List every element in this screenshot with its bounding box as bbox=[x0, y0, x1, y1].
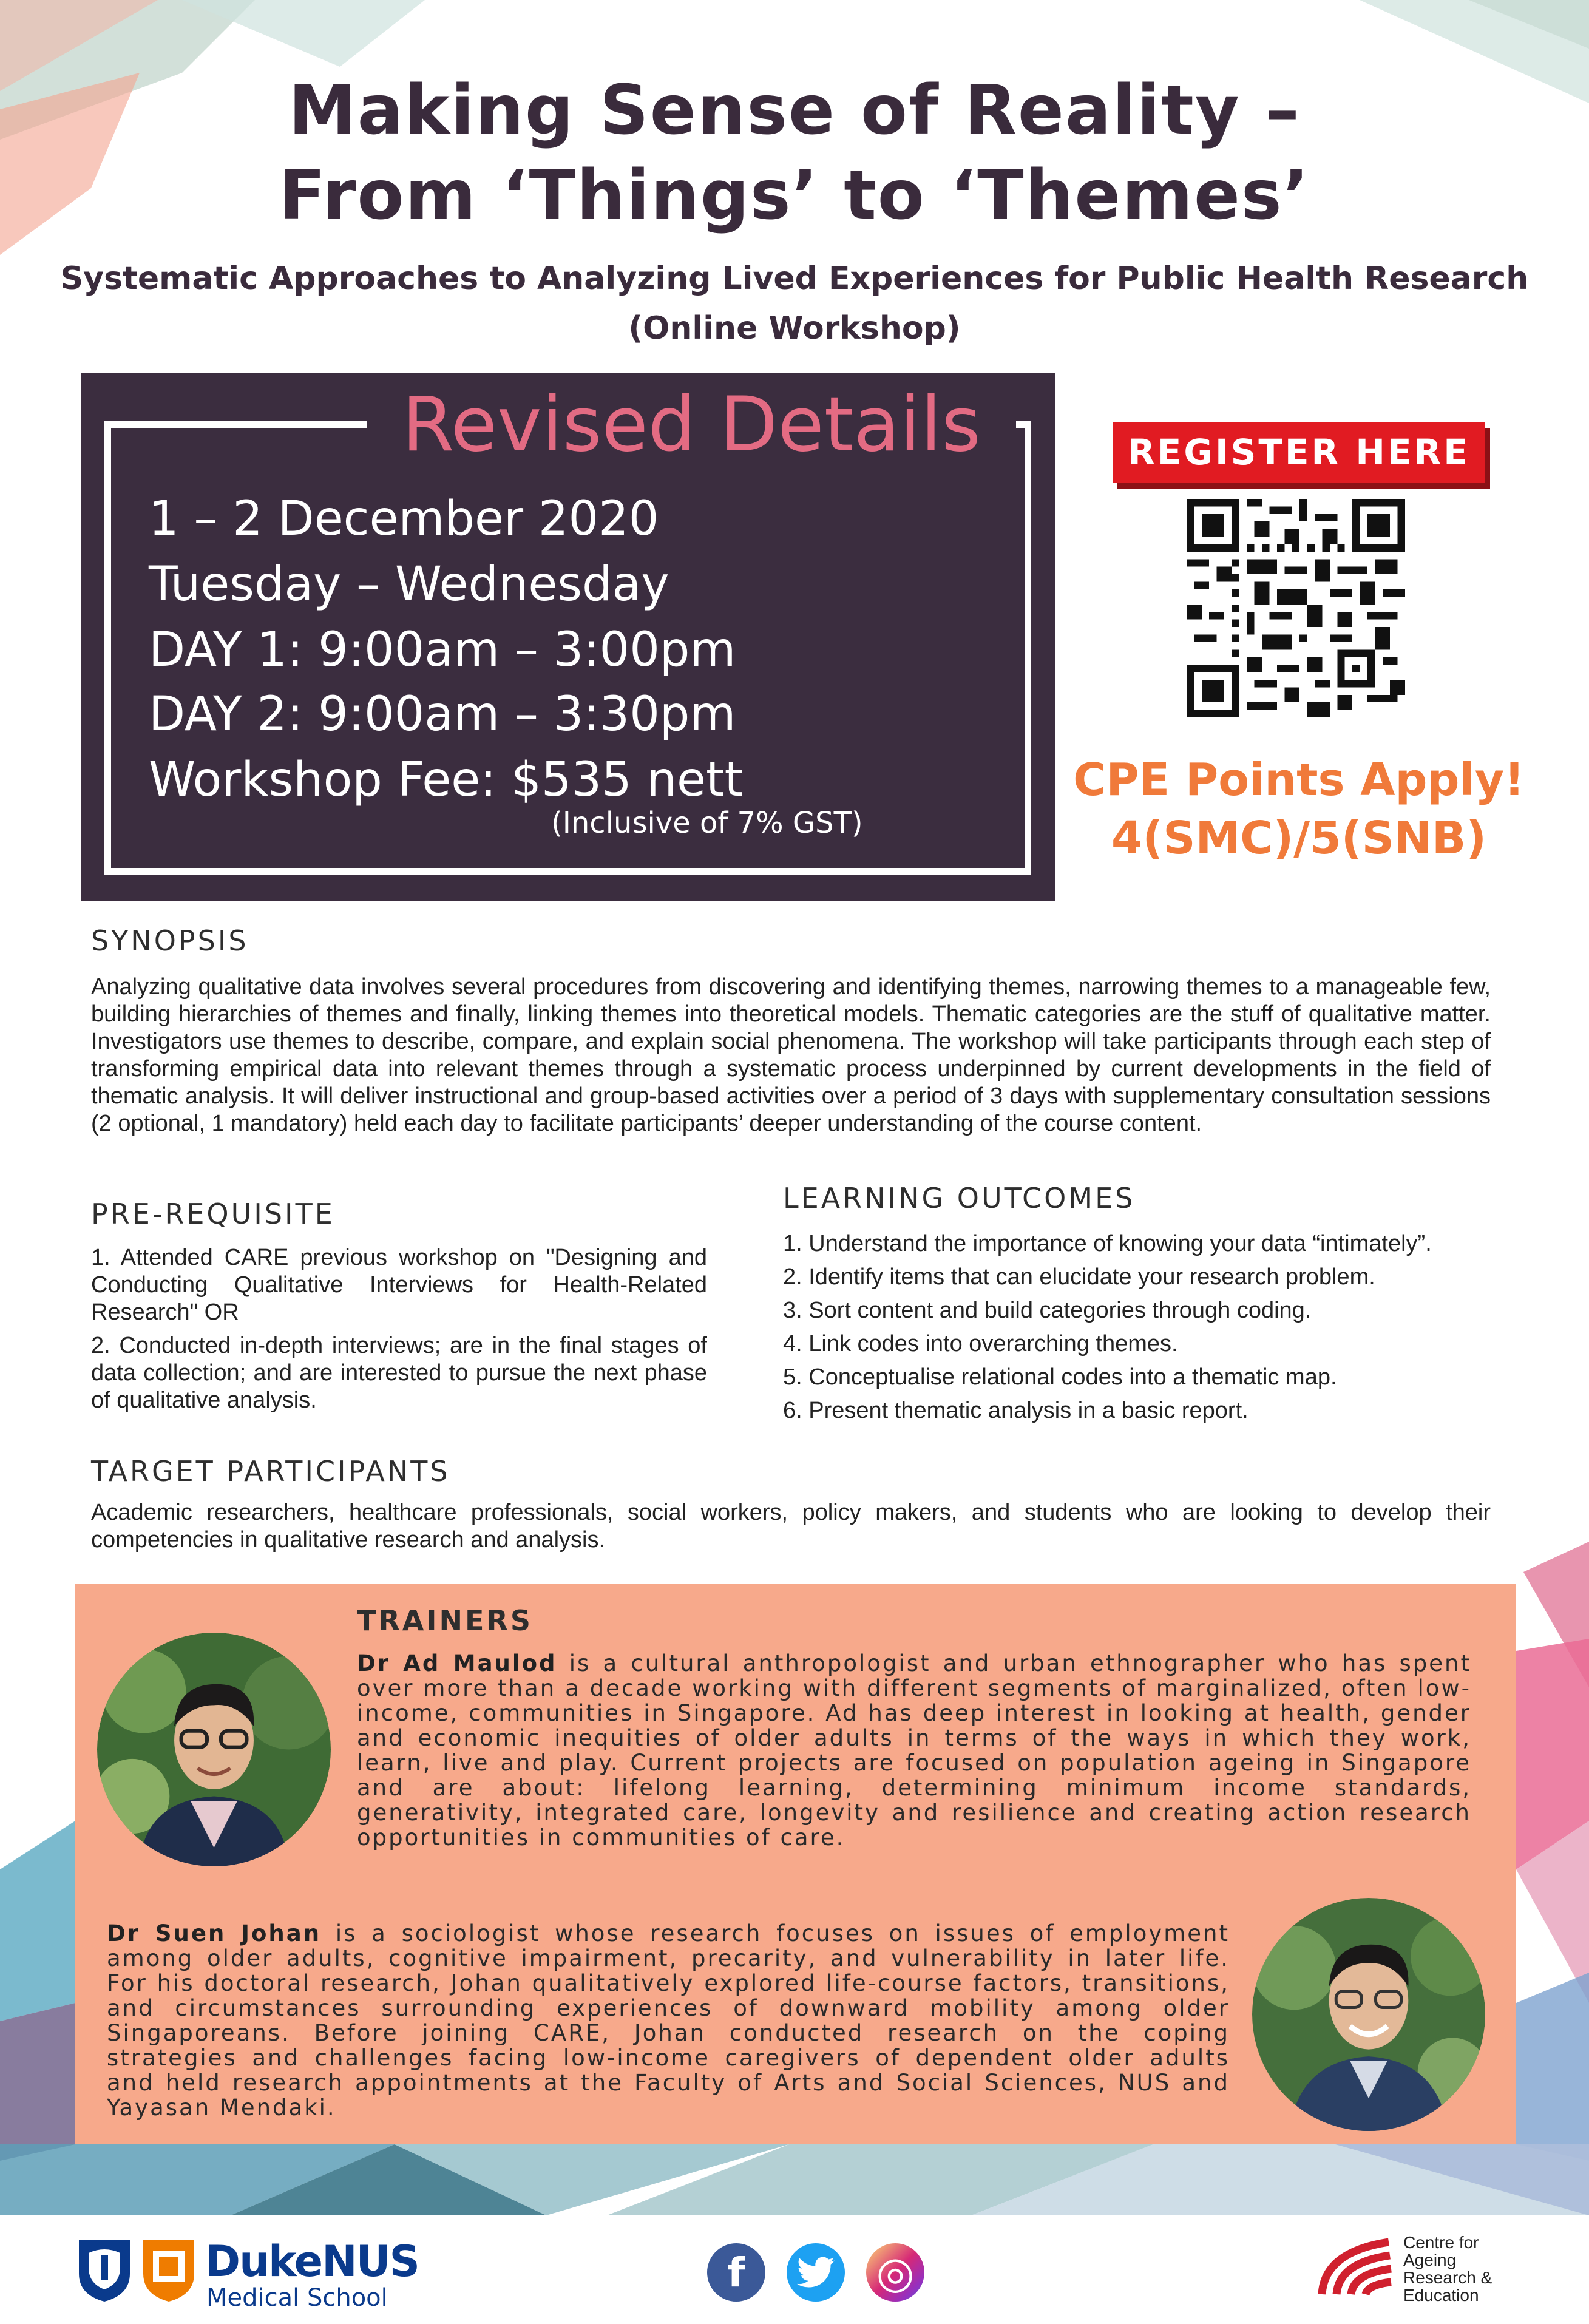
prerequisite-item-2: 2. Conducted in-depth interviews; are in the final stages of data collection; and are interested to pursue the next phase of qualitative analysis. bbox=[91, 1333, 707, 1413]
trainer-suen-johan-name: Dr Suen Johan bbox=[107, 1920, 322, 1946]
care-name-line2: Ageing bbox=[1403, 2251, 1457, 2269]
care-logo bbox=[1316, 2234, 1396, 2300]
outcome-item: 2. Identify items that can elucidate your research problem. bbox=[783, 1264, 1375, 1290]
trainer-ad-maulod-description: is a cultural anthropologist and urban ethnographer who has spent over more than a decade working with different segments of marginalized, often low-income, communities in Singapore. Ad has deep interest in looking at health, gender and economic inequities of older adults in terms of the ways in which they work, learn, live and play. Current projects are focused on population ageing in Singapore and are about: lifelong learning, determining minimum income standards, generativity, integrated care, longevity and resilience and creating action research opportunities in communities of care. bbox=[357, 1650, 1472, 1851]
event-days: Tuesday – Wednesday bbox=[149, 557, 669, 612]
duke-shield-logo bbox=[76, 2237, 132, 2304]
synopsis-text: Analyzing qualitative data involves several procedures from discovering and identifying themes, narrowing themes to a manageable few, building hierarchies of themes and finally, linking themes into theoretical models. Thematic categories are the stuff of qualitative matter. Investigators use themes to describe, compare, and explain social phenomena. The workshop will take participants through each step of transforming empirical data into relevant themes through a systematic process underpinned by current developments in the field of thematic analysis. It will deliver instructional and group-based activities over a period of 3 days with supplementary consultation sessions (2 optional, 1 mandatory) held each day to facilitate participants’ deeper understanding of the course content. bbox=[91, 974, 1491, 1136]
twitter-bird-icon bbox=[797, 2257, 835, 2288]
gst-note: (Inclusive of 7% GST) bbox=[551, 806, 863, 840]
nus-crest-logo bbox=[141, 2237, 197, 2304]
care-name bbox=[1403, 2234, 1492, 2304]
instagram-icon[interactable] bbox=[866, 2243, 924, 2302]
page-title-line2: From ‘Things’ to ‘Themes’ bbox=[279, 156, 1310, 235]
day2-time: DAY 2: 9:00am – 3:30pm bbox=[149, 687, 736, 742]
care-name-line1: Centre for bbox=[1403, 2233, 1479, 2252]
subtitle-line2: (Online Workshop) bbox=[628, 310, 961, 347]
trainer-ad-maulod-bio bbox=[357, 1651, 1471, 1850]
subtitle-line1: Systematic Approaches to Analyzing Lived Experiences for Public Health Research bbox=[60, 260, 1529, 297]
event-dates: 1 – 2 December 2020 bbox=[149, 492, 659, 546]
day1-time: DAY 1: 9:00am – 3:00pm bbox=[149, 623, 736, 677]
trainer-suen-johan-bio bbox=[107, 1921, 1230, 2120]
twitter-icon[interactable] bbox=[787, 2243, 845, 2302]
target-heading: TARGET PARTICIPANTS bbox=[91, 1455, 450, 1488]
facebook-glyph: f bbox=[727, 2249, 745, 2296]
cpe-points-line1: CPE Points Apply! bbox=[1073, 754, 1525, 806]
outcomes-heading: LEARNING OUTCOMES bbox=[783, 1182, 1136, 1215]
page-title-line1: Making Sense of Reality – bbox=[288, 71, 1301, 150]
duke-nus-subtitle: Medical School bbox=[206, 2284, 388, 2312]
prerequisite-heading: PRE-REQUISITE bbox=[91, 1198, 335, 1230]
instagram-glyph: ◎ bbox=[876, 2247, 915, 2298]
outcome-item: 4. Link codes into overarching themes. bbox=[783, 1331, 1178, 1357]
details-heading: Revised Details bbox=[402, 381, 981, 469]
outcome-item: 6. Present thematic analysis in a basic report. bbox=[783, 1398, 1248, 1423]
synopsis-heading: SYNOPSIS bbox=[91, 924, 249, 957]
outcome-item: 3. Sort content and build categories through coding. bbox=[783, 1298, 1312, 1323]
duke-nus-name: DukeNUS bbox=[205, 2237, 419, 2286]
workshop-fee: Workshop Fee: $535 nett bbox=[149, 753, 744, 807]
trainer-ad-maulod-photo bbox=[97, 1633, 331, 1866]
outcome-item: 1. Understand the importance of knowing your data “intimately”. bbox=[783, 1231, 1432, 1256]
care-name-line4: Education bbox=[1403, 2286, 1479, 2305]
qr-code[interactable] bbox=[1187, 499, 1405, 717]
trainers-heading: TRAINERS bbox=[357, 1604, 533, 1637]
prerequisite-item-1: 1. Attended CARE previous workshop on "Designing and Conducting Qualitative Interviews for Health-Related Research" OR bbox=[91, 1245, 707, 1325]
care-name-line3: Research & bbox=[1403, 2268, 1492, 2287]
trainer-suen-johan-photo bbox=[1252, 1898, 1485, 2131]
trainer-ad-maulod-name: Dr Ad Maulod bbox=[357, 1650, 557, 1676]
outcome-item: 5. Conceptualise relational codes into a thematic map. bbox=[783, 1364, 1337, 1390]
cpe-points-line2: 4(SMC)/5(SNB) bbox=[1111, 812, 1487, 864]
facebook-icon[interactable] bbox=[707, 2243, 765, 2302]
trainer-suen-johan-description: is a sociologist whose research focuses on issues of employment among older adults, cognitive impairment, precarity, and vulnerability in later life. For his doctoral research, Johan qualitatively explored life-course factors, transitions, and circumstances surrounding experiences of downward mobility among older Singaporeans. Before joining CARE, Johan conducted research on the coping strategies and challenges facing low-income caregivers of dependent older adults and held research appointments at the Faculty of Arts and Social Sciences, NUS and Yayasan Mendaki. bbox=[107, 1920, 1230, 2121]
register-button[interactable]: REGISTER HERE bbox=[1113, 422, 1485, 483]
target-text: Academic researchers, healthcare professionals, social workers, policy makers, and students who are looking to develop their competencies in qualitative research and analysis. bbox=[91, 1500, 1491, 1553]
